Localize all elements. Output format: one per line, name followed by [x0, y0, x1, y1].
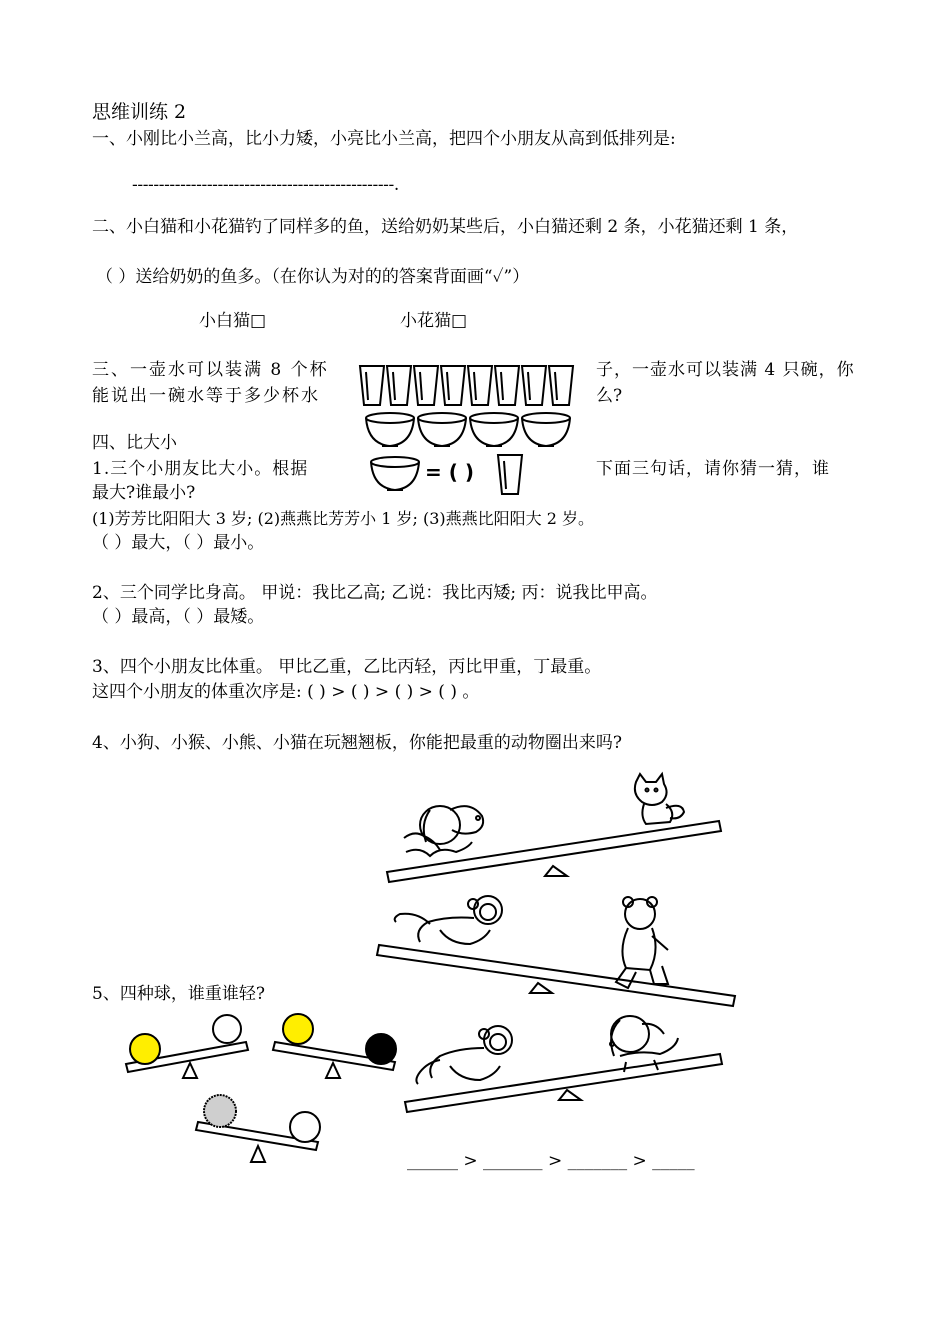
dog-icon — [610, 1016, 678, 1072]
problem-5-text: 5、四种球，谁重谁轻? — [92, 984, 265, 1004]
question-1-answer-line: -------------------------------------------------. — [132, 175, 399, 195]
yellow-ball-icon — [283, 1014, 313, 1044]
question-3-left-line2: 能说出一碗水等于多少杯水 — [92, 386, 320, 406]
monkey-icon — [395, 896, 502, 944]
problem-1-line2: 最大?谁最小? — [92, 483, 196, 503]
problem-3-text: 3、四个小朋友比体重。 甲比乙重，乙比丙轻，丙比甲重，丁最重。 — [92, 657, 602, 677]
problem-1-answer: （ ）最大，（ ）最小。 — [92, 533, 265, 553]
white-ball-icon — [290, 1112, 320, 1142]
problem-3-answer: 这四个小朋友的体重次序是: ( ) > ( ) > ( ) > ( ) 。 — [92, 682, 480, 702]
cup-icon — [360, 366, 384, 405]
problem-5-answer: ______ > _______ > _______ > _____ — [407, 1151, 695, 1171]
question-2-prompt: （ ）送给奶奶的鱼多。（在你认为对的的答案背面画“✓”） — [96, 267, 530, 287]
bowl-icon — [418, 413, 466, 446]
cup-icon — [441, 366, 465, 405]
bear-icon — [616, 897, 668, 988]
bowl-icon — [366, 413, 414, 446]
seesaw-dog-cat — [387, 774, 721, 882]
problem-2-text: 2、三个同学比身高。 甲说：我比乙高; 乙说：我比丙矮; 丙：说我比甲高。 — [92, 583, 658, 603]
bowls-row — [366, 413, 570, 446]
seesaw-monkey-bear — [377, 896, 735, 1006]
dotted-ball-icon — [204, 1095, 236, 1127]
cup-icon — [549, 366, 573, 405]
option-white-cat: 小白猫□ — [199, 311, 267, 331]
black-ball-icon — [366, 1034, 396, 1064]
problem-4-text: 4、小狗、小猴、小熊、小猫在玩翘翘板，你能把最重的动物圈出来吗? — [92, 733, 622, 753]
section-4-heading: 四、比大小 — [92, 433, 177, 453]
question-3-right-line1: 子，一壶水可以装满 4 只碗，你 — [596, 360, 855, 380]
option-flower-cat: 小花猫□ — [400, 311, 468, 331]
cat-icon — [635, 774, 684, 824]
bowl-icon — [470, 413, 518, 446]
yellow-ball-icon — [130, 1034, 160, 1064]
white-ball-icon — [213, 1015, 241, 1043]
question-3-left-line1: 三、一壶水可以装满 8 个杯 — [92, 360, 329, 380]
page-title: 思维训练 2 — [92, 101, 187, 123]
seesaw-monkey-dog — [405, 1016, 722, 1112]
cup-icon — [498, 455, 522, 494]
dog-icon — [404, 806, 483, 856]
question-1-text: 一、小刚比小兰高，比小力矮，小亮比小兰高，把四个小朋友从高到低排列是: — [92, 129, 676, 149]
cup-icon — [387, 366, 411, 405]
problem-2-answer: （ ）最高，（ ）最矮。 — [92, 607, 265, 627]
ball-balance-dotted-white — [196, 1095, 320, 1162]
bowl-icon — [522, 413, 570, 446]
question-2-text: 二、小白猫和小花猫钓了同样多的鱼，送给奶奶某些后，小白猫还剩 2 条，小花猫还剩 1 条， — [92, 217, 799, 237]
problem-1-clues: (1)芳芳比阳阳大 3 岁; (2)燕燕比芳芳小 1 岁; (3)燕燕比阳阳大 2 岁。 — [92, 509, 595, 528]
cup-icon — [522, 366, 546, 405]
problem-1-right: 下面三句话，请你猜一猜，谁 — [596, 459, 830, 479]
ball-balance-yellow-white — [126, 1015, 248, 1078]
monkey-icon — [416, 1026, 512, 1084]
question-3-right-line2: 么? — [596, 386, 623, 406]
cups-row — [360, 366, 573, 405]
bowl-icon — [371, 457, 419, 490]
equation-text: = ( ) — [425, 460, 474, 484]
cup-icon — [468, 366, 492, 405]
cup-icon — [414, 366, 438, 405]
ball-balance-yellow-black — [273, 1014, 396, 1078]
cup-icon — [495, 366, 519, 405]
problem-1-left: 1.三个小朋友比大小。根据 — [92, 459, 309, 479]
